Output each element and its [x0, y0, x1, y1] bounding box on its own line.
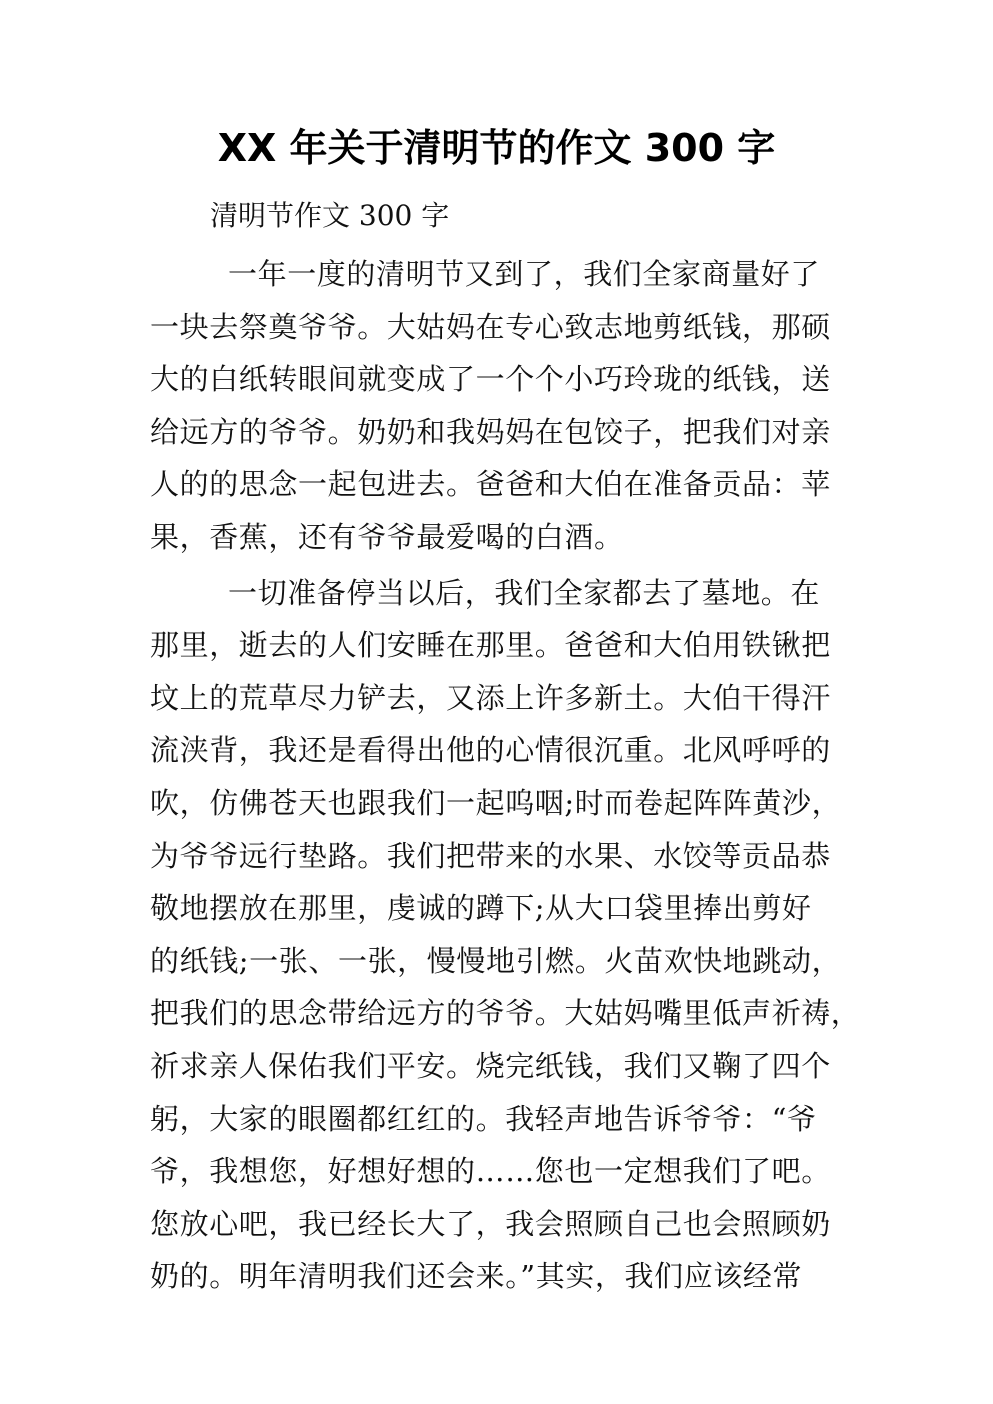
- document-body: [150, 248, 861, 1303]
- text-line: 果，香蕉，还有爷爷最爱喝的白酒。: [150, 519, 624, 554]
- text-line: 一块去祭奠爷爷。大姑妈在专心致志地剪纸钱，那硕: [150, 309, 831, 344]
- text-line: 一切准备停当以后，我们全家都去了墓地。在: [228, 575, 821, 610]
- text-line: 流浃背，我还是看得出他的心情很沉重。北风呼呼的: [150, 733, 831, 768]
- document-subtitle: 清明节作文 300 字: [210, 199, 450, 232]
- text-line: 人的的思念一起包进去。爸爸和大伯在准备贡品：苹: [150, 467, 831, 502]
- text-line: 躬，大家的眼圈都红红的。我轻声地告诉爷爷：“爷: [150, 1101, 817, 1136]
- text-line: 把我们的思念带给远方的爷爷。大姑妈嘴里低声祈祷，: [150, 996, 861, 1031]
- text-line: 给远方的爷爷。奶奶和我妈妈在包饺子，把我们对亲: [150, 414, 831, 449]
- text-line: 爷，我想您，好想好想的……您也一定想我们了吧。: [150, 1154, 831, 1189]
- text-line: 一年一度的清明节又到了，我们全家商量好了: [228, 257, 821, 291]
- paragraph-2: [150, 567, 861, 1303]
- document-title: XX 年关于清明节的作文 300 字: [217, 126, 776, 170]
- text-line: 奶的。明年清明我们还会来。”其实，我们应该经常: [150, 1259, 803, 1294]
- text-line: 大的白纸转眼间就变成了一个个小巧玲珑的纸钱，送: [150, 362, 831, 397]
- text-line: 那里，逝去的人们安睡在那里。爸爸和大伯用铁锹把: [150, 628, 831, 663]
- text-line: 吹，仿佛苍天也跟我们一起呜咽;时而卷起阵阵黄沙，: [150, 785, 842, 820]
- text-line: 坟上的荒草尽力铲去，又添上许多新土。大伯干得汗: [150, 680, 831, 715]
- paragraph-1: [150, 248, 850, 564]
- text-line: 您放心吧，我已经长大了，我会照顾自己也会照顾奶: [150, 1206, 831, 1241]
- text-line: 祈求亲人保佑我们平安。烧完纸钱，我们又鞠了四个: [150, 1048, 831, 1083]
- text-line: 的纸钱;一张、一张，慢慢地引燃。火苗欢快地跳动，: [150, 943, 842, 978]
- text-line: 为爷爷远行垫路。我们把带来的水果、水饺等贡品恭: [150, 838, 831, 873]
- text-line: 敬地摆放在那里，虔诚的蹲下;从大口袋里捧出剪好: [150, 891, 812, 926]
